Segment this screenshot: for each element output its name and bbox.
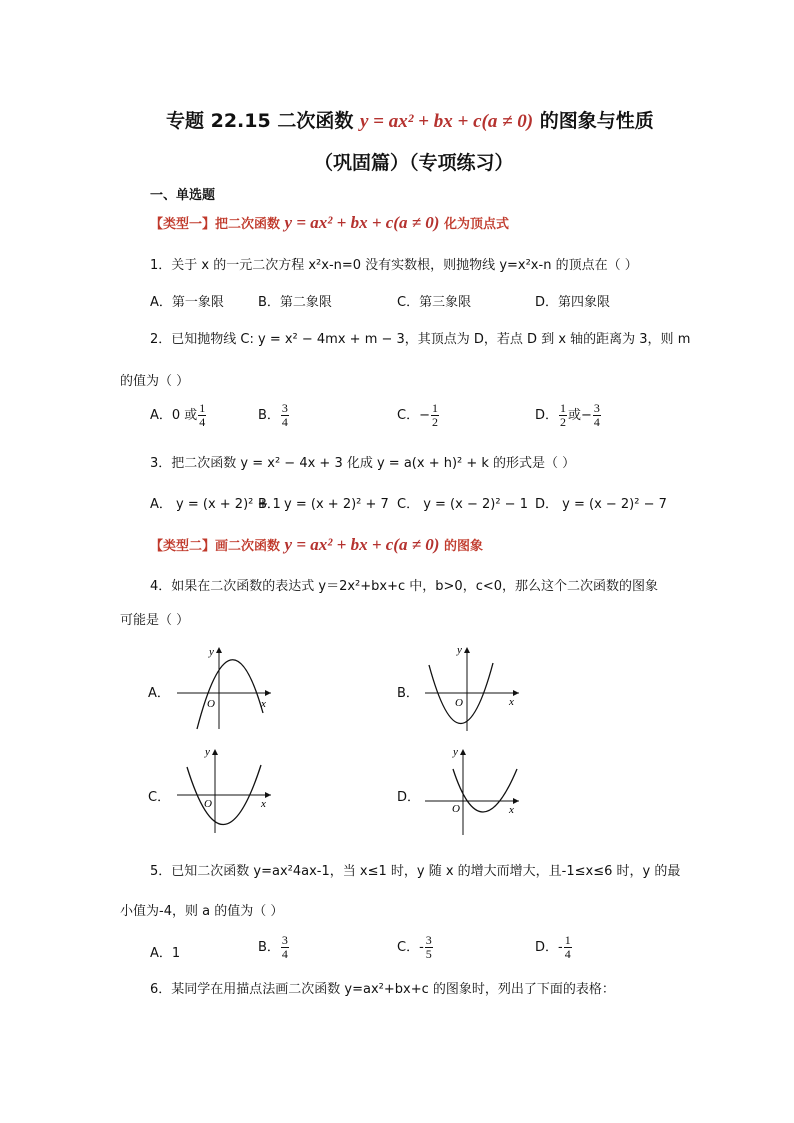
x-axis-arrow: [513, 798, 519, 804]
numerator: 3: [425, 933, 432, 947]
q1-option-c: C．第三象限: [397, 295, 472, 310]
type1-suffix: 化为顶点式: [443, 217, 509, 232]
page-title: [166, 106, 654, 133]
q5-b-prefix: B．: [258, 940, 280, 955]
x-axis-arrow: [513, 690, 519, 696]
denominator: 4: [281, 415, 288, 429]
y-label: y: [457, 644, 462, 656]
q3-option-a: A． y = (x + 2)² + 1: [150, 497, 281, 512]
type1-prefix: 【类型一】把二次函数: [150, 217, 281, 232]
q5-c-prefix: C．-: [397, 940, 424, 955]
type2-formula: y = ax² + bx + c(a ≠ 0): [284, 535, 440, 554]
numerator: 3: [281, 401, 288, 415]
title-formula: y = ax² + bx + c(a ≠ 0): [359, 111, 534, 132]
denominator: 5: [425, 947, 432, 961]
y-axis-arrow: [460, 749, 466, 755]
graph-d: [423, 745, 523, 837]
q5-option-a: A．1: [150, 946, 181, 961]
graph-a: [175, 643, 275, 731]
type2-heading: [150, 535, 483, 555]
question-4: 4．如果在二次函数的表达式 y＝2x²+bx+c 中，b>0，c<0，那么这个二次函数的图象: [150, 579, 659, 594]
question-6: 6．某同学在用描点法画二次函数 y=ax²+bx+c 的图象时，列出了下面的表格：: [150, 982, 615, 997]
y-label: y: [453, 746, 458, 758]
question-5: 5．已知二次函数 y=ax²4ax-1，当 x≤1 时，y 随 x 的增大而增大，且-1≤x≤6 时，y 的最: [150, 864, 681, 879]
x-axis-arrow: [265, 792, 271, 798]
q2-c-prefix: C．−: [397, 408, 430, 423]
q2-option-c: [397, 402, 440, 429]
type2-suffix: 的图象: [443, 539, 483, 554]
x-label: x: [261, 798, 266, 810]
denominator: 4: [564, 947, 571, 961]
question-4-cont: 可能是（ ）: [120, 613, 190, 628]
type1-formula: y = ax² + bx + c(a ≠ 0): [284, 213, 440, 232]
x-label: x: [509, 696, 514, 708]
q2-d-mid: 或−: [568, 408, 592, 423]
y-axis-arrow: [216, 647, 222, 653]
origin-label: O: [204, 798, 212, 810]
type1-heading: [150, 213, 509, 233]
q4-label-b: B．: [397, 686, 419, 701]
q2-b-prefix: B．: [258, 408, 280, 423]
q5-option-c: [397, 934, 434, 961]
q2-option-a: [150, 402, 207, 429]
denominator: 4: [281, 947, 288, 961]
denominator: 2: [431, 415, 438, 429]
graph-c: [175, 745, 275, 837]
q4-label-c: C．: [148, 790, 171, 805]
y-label: y: [205, 746, 210, 758]
q3-option-d: D． y = (x − 2)² − 7: [535, 497, 667, 512]
numerator: 3: [593, 401, 600, 415]
fraction: [281, 934, 289, 961]
q1-option-a: A．第一象限: [150, 295, 224, 310]
q1-option-b: B．第二象限: [258, 295, 332, 310]
origin-label: O: [207, 698, 215, 710]
q3-option-b: B． y = (x + 2)² + 7: [258, 497, 389, 512]
question-3: 3．把二次函数 y = x² − 4x + 3 化成 y = a(x + h)² + k 的形式是（ ）: [150, 456, 576, 471]
page-subtitle: （巩固篇）（专项练习）: [314, 152, 514, 174]
x-axis-arrow: [265, 690, 271, 696]
q4-label-a: A．: [148, 686, 170, 701]
denominator: 4: [199, 415, 206, 429]
q2-option-d: [535, 402, 602, 429]
q1-option-d: D．第四象限: [535, 295, 611, 310]
question-2-cont: 的值为（ ）: [120, 374, 190, 389]
q5-option-b: [258, 934, 290, 961]
fraction: [431, 402, 439, 429]
q2-d-prefix: D．: [535, 408, 559, 423]
fraction: [593, 402, 601, 429]
numerator: 3: [281, 933, 288, 947]
question-2: 2．已知抛物线 C: y = x² − 4mx + m − 3，其顶点为 D，若点 D 到 x 轴的距离为 3，则 m: [150, 332, 691, 347]
q5-d-prefix: D．-: [535, 940, 563, 955]
numerator: 1: [560, 401, 567, 415]
y-label: y: [209, 646, 214, 658]
numerator: 1: [564, 933, 571, 947]
origin-label: O: [455, 697, 463, 709]
section-heading: 一、单选题: [150, 188, 216, 203]
title-suffix: 的图象与性质: [539, 110, 654, 132]
fraction: [198, 402, 206, 429]
denominator: 4: [593, 415, 600, 429]
fraction: [281, 402, 289, 429]
numerator: 1: [431, 401, 438, 415]
graph-b: [423, 643, 523, 735]
origin-label: O: [452, 803, 460, 815]
numerator: 1: [199, 401, 206, 415]
q3-option-c: C． y = (x − 2)² − 1: [397, 497, 528, 512]
q2-option-b: [258, 402, 290, 429]
question-5-cont: 小值为-4，则 a 的值为（ ）: [120, 904, 284, 919]
type2-prefix: 【类型二】画二次函数: [150, 539, 281, 554]
parabola: [197, 660, 263, 729]
q5-option-d: [535, 934, 573, 961]
fraction: [564, 934, 572, 961]
fraction: [559, 402, 567, 429]
y-axis-arrow: [212, 749, 218, 755]
y-axis-arrow: [464, 647, 470, 653]
title-prefix: 专题 22.15 二次函数: [166, 110, 354, 132]
fraction: [425, 934, 433, 961]
x-label: x: [509, 804, 514, 816]
denominator: 2: [560, 415, 567, 429]
q2-a-prefix: A．0 或: [150, 408, 198, 423]
q4-label-d: D．: [397, 790, 421, 805]
question-1: 1．关于 x 的一元二次方程 x²x-n=0 没有实数根，则抛物线 y=x²x-n 的顶点在（ ）: [150, 258, 638, 273]
x-label: x: [261, 698, 266, 710]
